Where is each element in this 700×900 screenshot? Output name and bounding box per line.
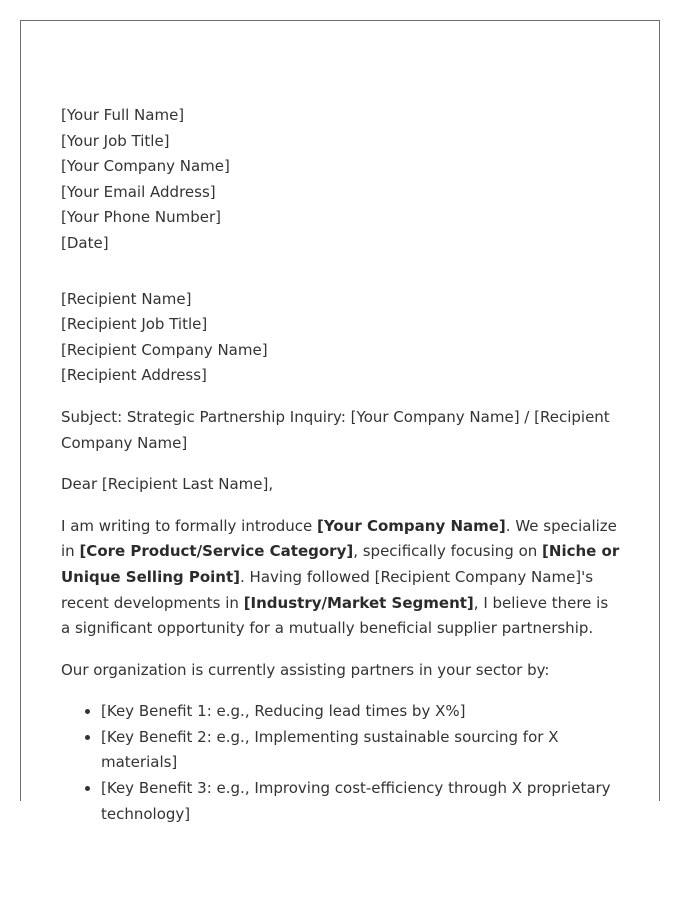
benefits-list xyxy=(61,699,621,827)
sender-email-address: [Your Email Address] xyxy=(61,182,216,201)
intro-text-5: , I believe there is a significant opportunity for a mutually beneficial supplier partnership. xyxy=(61,593,609,638)
recipient-company-name: [Recipient Company Name] xyxy=(61,340,268,359)
intro-paragraph xyxy=(61,514,621,642)
intro-bold-company: [Your Company Name] xyxy=(317,516,506,535)
intro-bold-niche: [Niche or Unique Selling Point] xyxy=(61,542,620,586)
assisting-paragraph: Our organization is currently assisting partners in your sector by: xyxy=(61,660,550,679)
recipient-name: [Recipient Name] xyxy=(61,289,192,308)
subject-line: Subject: Strategic Partnership Inquiry: [Your Company Name] / [Recipient Company Name] xyxy=(61,407,610,452)
sender-phone-number: [Your Phone Number] xyxy=(61,208,221,227)
letter-content xyxy=(61,103,621,827)
sender-full-name: [Your Full Name] xyxy=(61,106,185,124)
sender-job-title: [Your Job Title] xyxy=(61,131,170,150)
intro-text-2: . We specialize in xyxy=(61,516,617,561)
intro-text-1: I am writing to formally introduce xyxy=(61,516,318,535)
recipient-block xyxy=(61,287,621,389)
benefit-item-2: • [Key Benefit 2: e.g., Implementing sustainable sourcing for X materials] xyxy=(101,725,621,776)
recipient-job-title: [Recipient Job Title] xyxy=(61,315,208,334)
intro-bold-industry: [Industry/Market Segment] xyxy=(243,593,474,612)
intro-bold-category: [Core Product/Service Category] xyxy=(79,542,354,561)
intro-text-3: , specifically focusing on xyxy=(353,542,543,561)
sender-company-name: [Your Company Name] xyxy=(61,157,230,176)
intro-text-4: . Having followed [Recipient Company Name]'s recent developments in xyxy=(61,567,594,612)
sender-block xyxy=(61,103,621,257)
letter-date: [Date] xyxy=(61,233,109,252)
letter-document xyxy=(20,20,660,823)
benefit-item-1: • [Key Benefit 1: e.g., Reducing lead times by X%] xyxy=(101,699,621,725)
recipient-address: [Recipient Address] xyxy=(61,366,207,385)
benefit-item-3: • [Key Benefit 3: e.g., Improving cost-efficiency through X proprietary technology] xyxy=(101,776,621,827)
salutation: Dear [Recipient Last Name], xyxy=(61,475,274,494)
